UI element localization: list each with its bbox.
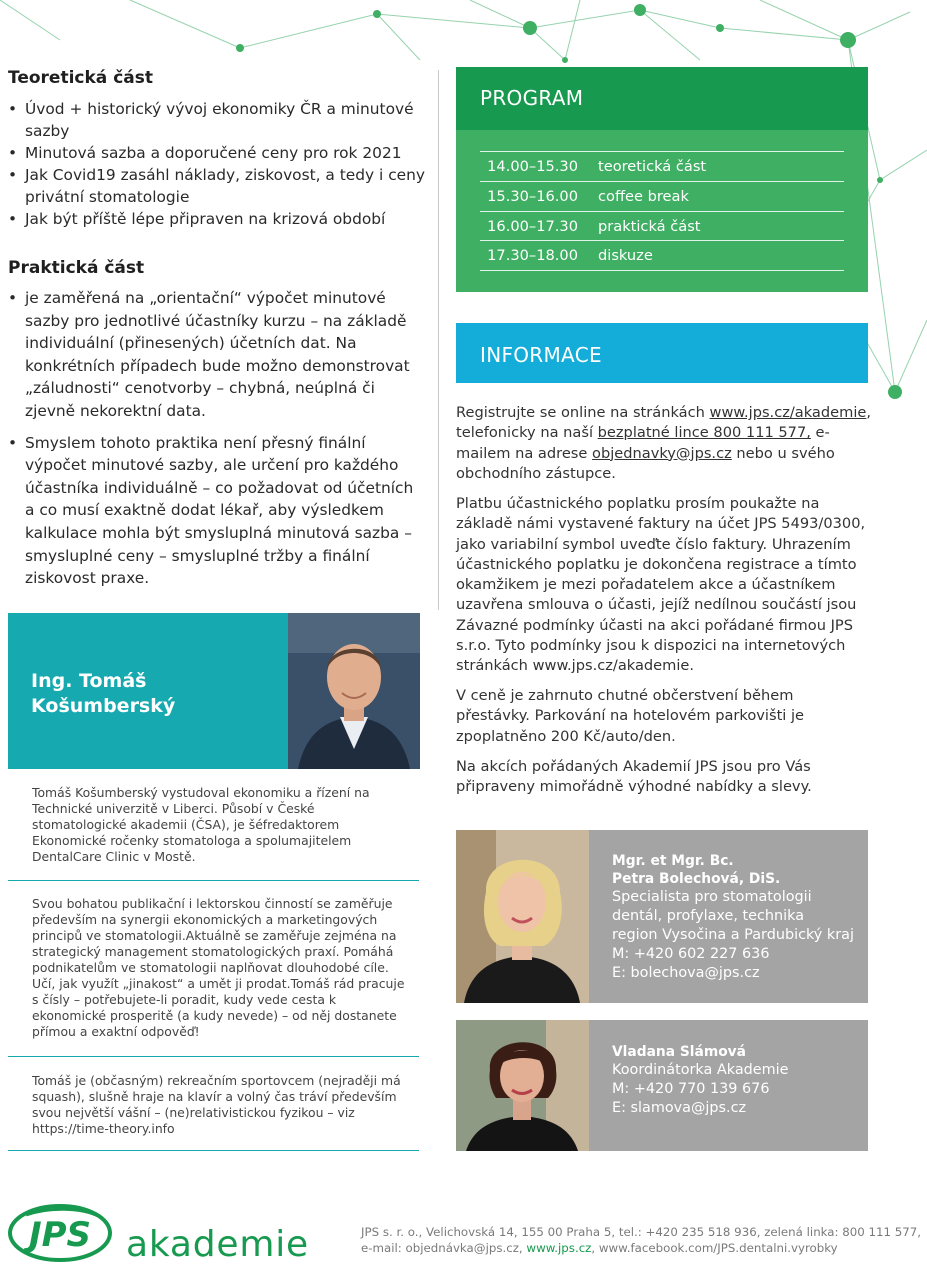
contact-email[interactable]: E: bolechova@jps.cz [612, 965, 760, 981]
bio-divider [8, 1150, 419, 1151]
program-row [480, 181, 844, 211]
contact-name: Mgr. et Mgr. Bc. [612, 853, 734, 869]
program-row [480, 151, 844, 181]
contact-role: Koordinátorka Akademie [612, 1062, 789, 1078]
contact-photo [456, 1020, 589, 1151]
footer-web-link[interactable]: www.jps.cz [526, 1241, 592, 1255]
jps-logo[interactable] [8, 1203, 112, 1267]
bio-divider [8, 880, 419, 881]
logo-text: JPS [28, 1215, 92, 1255]
program-title: PROGRAM [480, 86, 584, 110]
theory-item: • Jak Covid19 zasáhl náklady, ziskovost, a tedy i ceny privátní stomatologie [8, 164, 428, 208]
registration-link[interactable]: www.jps.cz/akademie [709, 404, 867, 421]
contact-phone[interactable]: M: +420 602 227 636 [612, 946, 770, 962]
info-registration [456, 403, 871, 484]
contact-card-2 [589, 1020, 868, 1151]
theory-section [8, 68, 428, 230]
practice-item: • Smyslem tohoto praktika není přesný finální výpočet minutové sazby, ale určení pro každého účastníka individuálně – co požadovat od účetních a co musí exaktně dodat lékař, aby výsledkem kalkulace mohla být smysluplná minutová sazba – smysluplné ceny – smysluplné tržby a finální ziskovost praxe. [8, 432, 416, 590]
program-activity: praktická část [598, 218, 701, 235]
info-offers: Na akcích pořádaných Akademií JPS jsou pro Vás připraveny mimořádně výhodné nabídky a slevy. [456, 758, 812, 796]
theory-item: • Minutová sazba a doporučené ceny pro rok 2021 [8, 142, 428, 164]
contact-card-1 [589, 830, 868, 1003]
speaker-photo [288, 613, 420, 769]
contact-role: Specialista pro stomatologii [612, 889, 812, 905]
program-activity: teoretická část [598, 158, 707, 175]
practice-item: • je zaměřená na „orientační“ výpočet minutové sazby pro jednotlivé účastníky kurzu – na základě individuální (přinesených) účetních dat. Na konkrétních případech bude možno demonstrovat „záludnosti“ cenotvorby – chybná, neúplná či zjevně nekorektní data. [8, 287, 416, 423]
speaker-bio-2: Svou bohatou publikační i lektorskou činností se zaměřuje především na synergii ekonomických a marketingových principů ve stomatologii.Aktuálně se zaměřuje zejména na strategický management stomatologických praxí. Pomáhá podnikatelům ve stomatologii naplňovat dlouhodobé cíle. Učí, jak využít „jinakost“ a umět ji prodat.Tomáš rád pracuje s čísly – potřebujete-li poradit, kudy vede cesta k ekonomické prosperitě (a kudy nevede) – od něj dostanete přímou a exaktní odpověď! [32, 896, 405, 1039]
footer-contacts [361, 1240, 838, 1256]
footer-facebook: , www.facebook.com/JPS.dentalni.vyrobky [591, 1241, 838, 1255]
column-divider [438, 70, 439, 610]
contact-name: Petra Bolechová, DiS. [612, 871, 781, 887]
info-text: e-mailem na adrese [456, 424, 830, 462]
speaker-bio-1: Tomáš Košumberský vystudoval ekonomiku a řízení na Technické univerzitě v Liberci. Působí v České stomatologické akademii (ČSA), je šéfredaktorem Ekonomické ročenky stomatologa a spolumajitelem DentalCare Clinic v Mostě. [32, 785, 370, 864]
info-text: nebo u svého obchodního zástupce. [456, 444, 835, 482]
theory-item: • Jak být příště lépe připraven na krizová období [8, 208, 428, 230]
speaker-name-line1: Ing. Tomáš [31, 670, 147, 692]
program-time: 15.30–16.00 [487, 188, 578, 205]
speaker-bio-3: Tomáš je (občasným) rekreačním sportovcem (nejraději má squash), slušně hraje na klavír a volný čas tráví především svou největší vášní – (ne)relativistickou fyzikou – viz https://time-theory.info [32, 1073, 401, 1136]
practice-list [8, 287, 416, 590]
program-row [480, 211, 844, 241]
email-link[interactable]: objednavky@jps.cz [592, 444, 732, 462]
info-text: , telefonicky na naší [456, 404, 872, 442]
info-text: Registrujte se online na stránkách [456, 404, 710, 421]
theory-item: • Úvod + historický vývoj ekonomiky ČR a minutové sazby [8, 98, 428, 142]
footer-address: JPS s. r. o., Velichovská 14, 155 00 Praha 5, tel.: +420 235 518 936, zelená linka: 800 111 577, [361, 1225, 922, 1239]
contact-role: dentál, profylaxe, technika [612, 908, 805, 924]
speaker-name-line2: Košumberský [31, 695, 176, 717]
free-line-link[interactable]: bezplatné lince 800 111 577, [597, 424, 811, 442]
practice-section [8, 258, 416, 590]
contact-name: Vladana Slámová [612, 1044, 746, 1060]
contact-photo [456, 830, 589, 1003]
info-title: INFORMACE [480, 343, 602, 367]
program-activity: diskuze [598, 247, 653, 264]
speaker-name [31, 669, 271, 719]
program-activity: coffee break [598, 188, 689, 205]
bio-divider [8, 1056, 419, 1057]
info-payment: Platbu účastnického poplatku prosím poukažte na základě námi vystavené faktury na účet JPS 5493/0300, jako variabilní symbol uveďte číslo faktury. Uhrazením účastnického poplatku je dokončena registrace a tímto okamžikem je mezi pořadatelem akce a účastníkem uzavřena smlouva o účasti, jejíž nedílnou součástí jsou Závazné podmínky účasti na akci pořádané firmou JPS s.r.o. Tyto podmínky jsou k dispozici na internetových stránkách www.jps.cz/akademie. [456, 495, 866, 675]
practice-heading: Praktická část [8, 258, 145, 278]
contact-email[interactable]: E: slamova@jps.cz [612, 1100, 747, 1116]
contact-phone[interactable]: M: +420 770 139 676 [612, 1081, 770, 1097]
info-refreshment: V ceně je zahrnuto chutné občerstvení během přestávky. Parkování na hotelovém parkovišti je zpoplatněno 200 Kč/auto/den. [456, 687, 805, 745]
program-time: 14.00–15.30 [487, 158, 578, 175]
theory-list [8, 98, 428, 230]
program-time: 16.00–17.30 [487, 218, 578, 235]
program-time: 17.30–18.00 [487, 247, 578, 264]
footer-email: e-mail: objednávka@jps.cz, [361, 1241, 527, 1255]
program-row [480, 240, 844, 271]
theory-heading: Teoretická část [8, 68, 153, 88]
brand-akademie: akademie [126, 1224, 309, 1265]
contact-role: region Vysočina a Pardubický kraj [612, 927, 854, 943]
